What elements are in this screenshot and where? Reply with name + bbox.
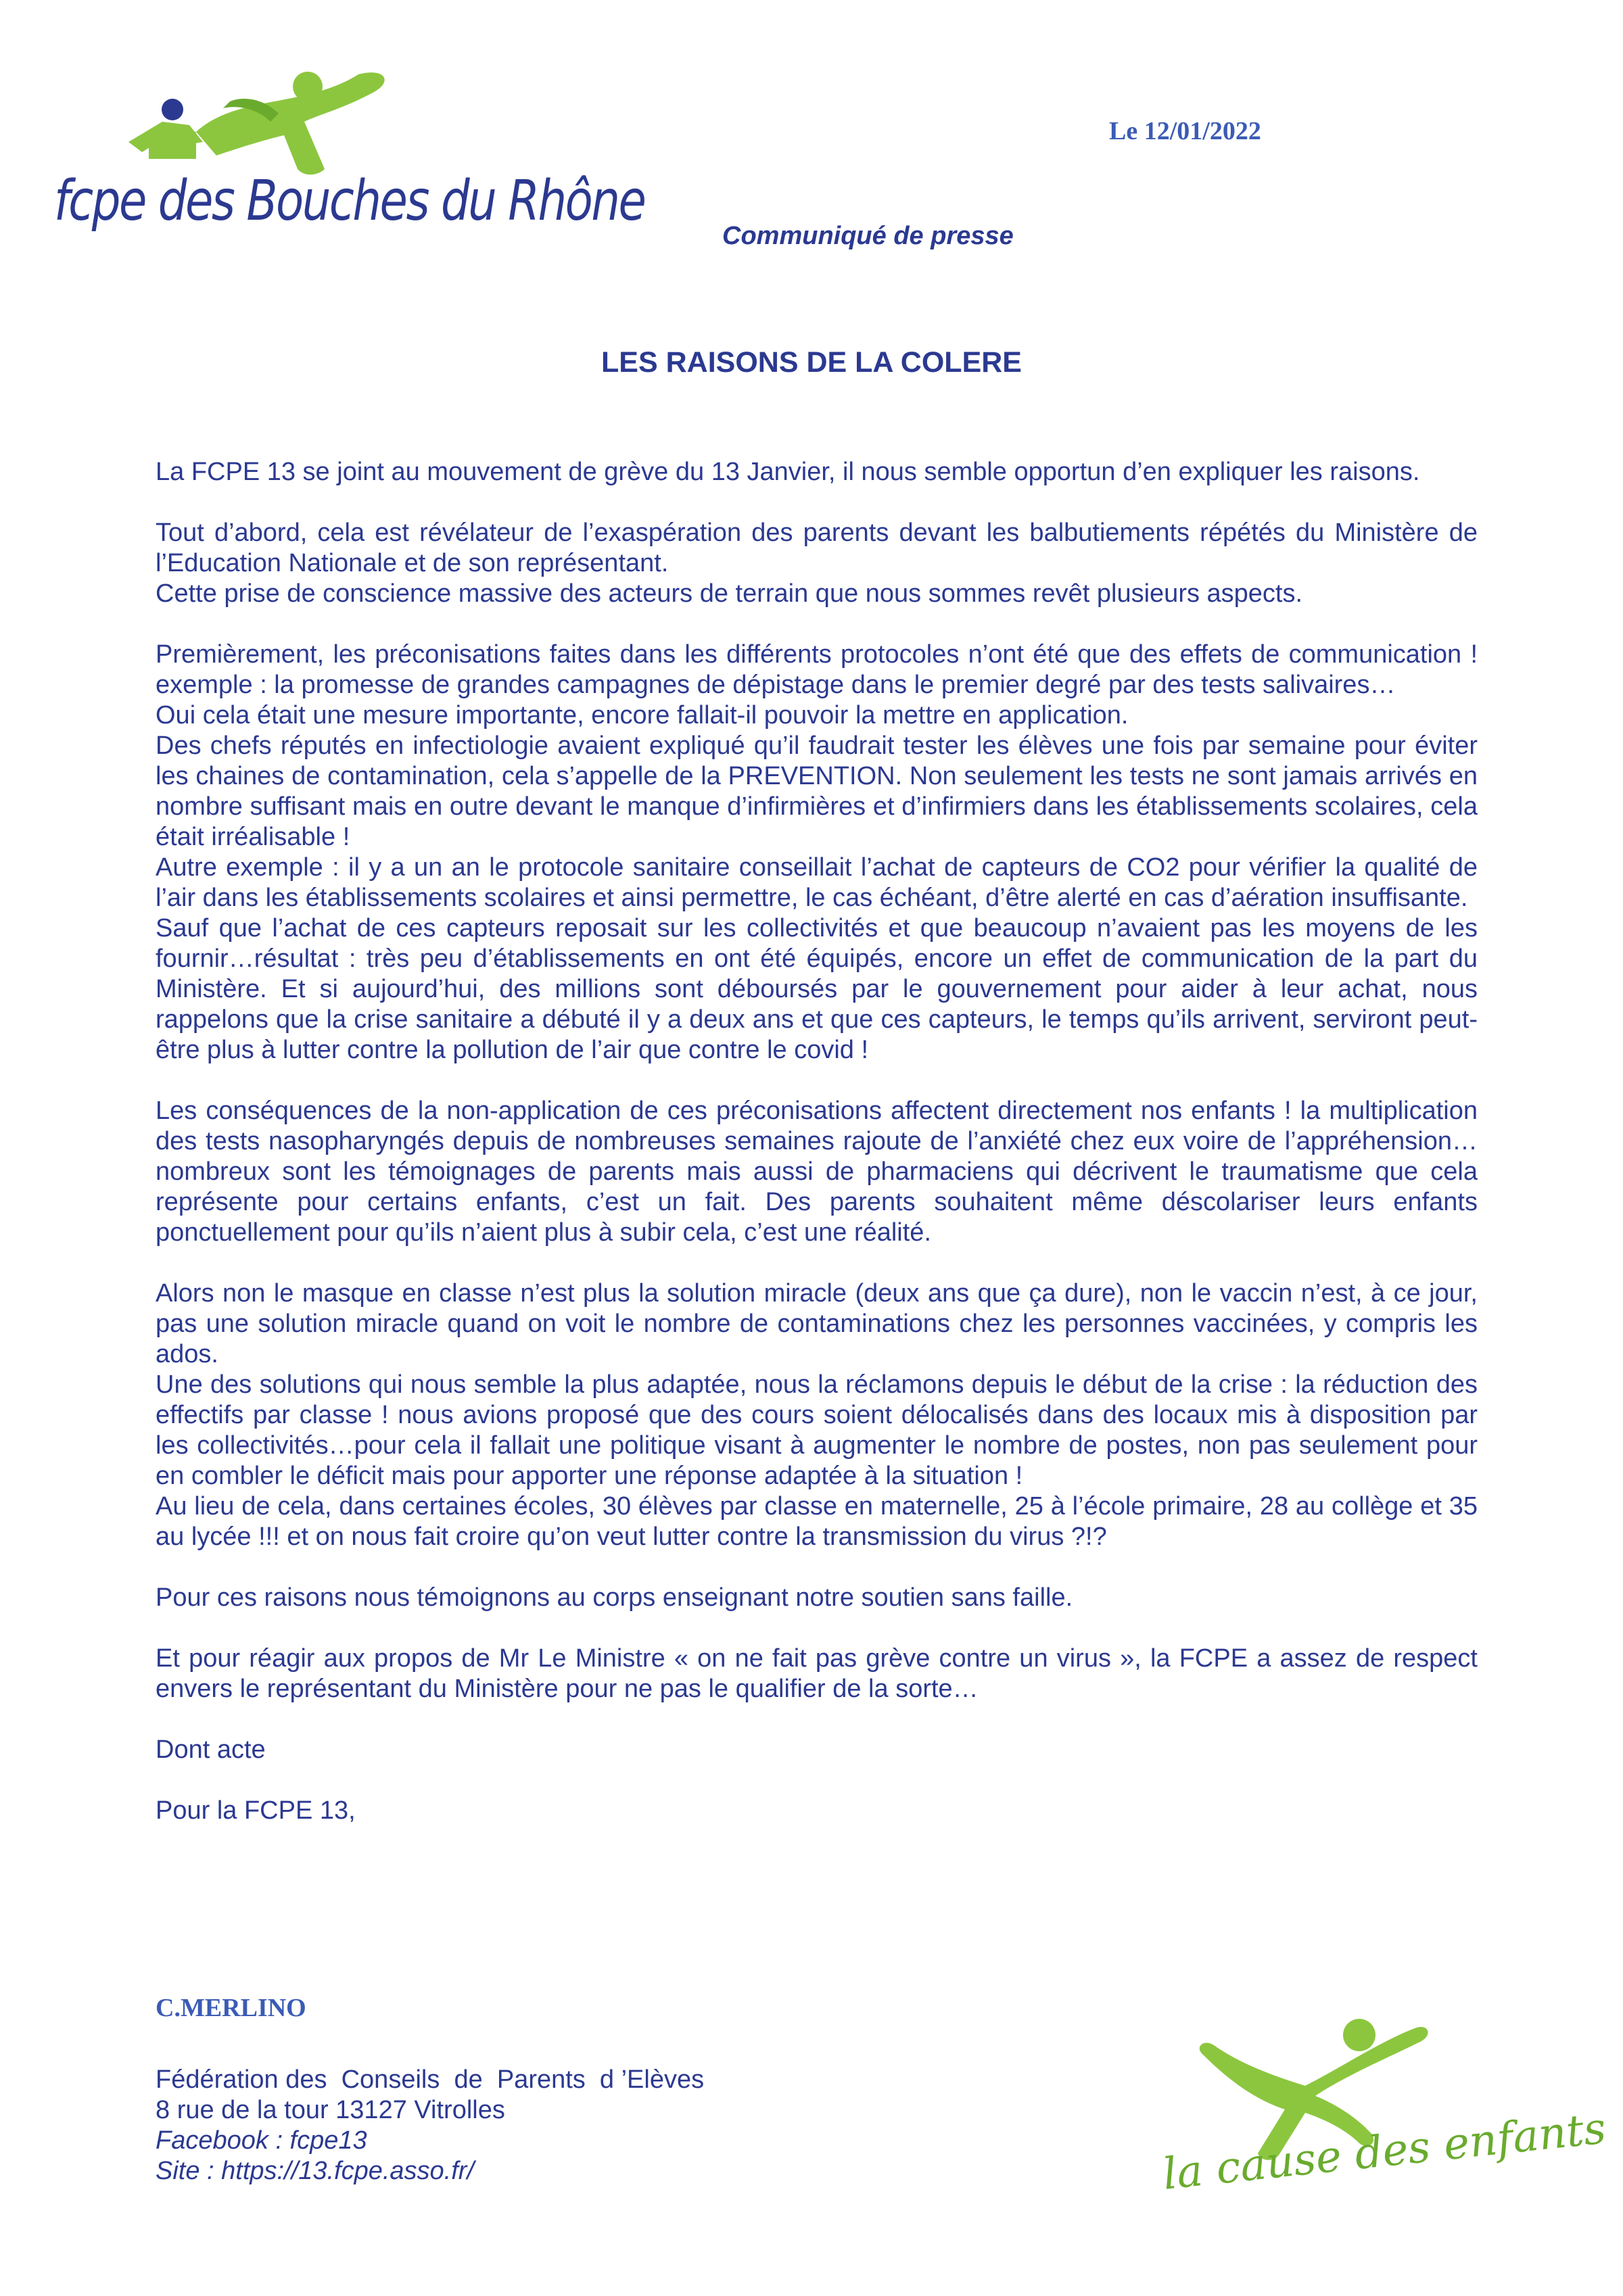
press-release-label: Communiqué de presse	[722, 222, 1014, 250]
paragraph: Premièrement, les préconisations faites dans les différents protocoles n’ont été que des effets de communication ! exemple : la promesse de grandes campagnes de dépistage dans le premier degré par des tests salivaires… Oui cela était une mesure importante, encore fallait-il pouvoir la mettre en application. Des chefs réputés en infectiologie avaient expliqué qu’il faudrait tester les élèves une fois par semaine pour éviter les chaines de contamination, cela s’appelle de la PREVENTION. Non seulement les tests ne sont jamais arrivés en nombre suffisant mais en outre devant le manque d’infirmières et d’infirmiers dans les établissements scolaires, cela était irréalisable ! Autre exemple : il y a un an le protocole sanitaire conseillait l’achat de capteurs de CO2 pour vérifier la qualité de l’air dans les établissements scolaires et ainsi permettre, le cas échéant, d’être alerté en cas d’aération insuffisante. Sauf que l’achat de ces capteurs reposait sur les collectivités et que beaucoup n’avaient pas les moyens de les fournir…résultat : très peu d’établissements en ont été équipés, encore un effet de communication de la part du Ministère. Et si aujourd’hui, des millions sont déboursés par le gouvernement pour aider à leur achat, nous rappelons que la crise sanitaire a débuté il y a deux ans et que ces capteurs, le temps qu’ils arrivent, serviront peut-être plus à lutter contre la pollution de l’air que contre le covid !	[156, 640, 1478, 1064]
paragraph: La FCPE 13 se joint au mouvement de grève du 13 Janvier, il nous semble opportun d’en expliquer les raisons.	[156, 458, 1420, 486]
facebook-link[interactable]: Facebook : fcpe13	[156, 2126, 367, 2155]
paragraph: Et pour réagir aux propos de Mr Le Ministre « on ne fait pas grève contre un virus », la FCPE a assez de respect envers le représentant du Ministère pour ne pas le qualifier de la sorte…	[156, 1644, 1478, 1703]
date: Le 12/01/2022	[1109, 117, 1261, 145]
address: 8 rue de la tour 13127 Vitrolles	[156, 2096, 505, 2124]
body-text	[156, 457, 1478, 1857]
logo-text: fcpe des Bouches du Rhône	[54, 169, 645, 233]
fcpe-logo	[47, 68, 645, 243]
paragraph: Tout d’abord, cela est révélateur de l’exaspération des parents devant les balbutiements répétés du Ministère de l’Education Nationale et de son représentant. Cette prise de conscience massive des acteurs de terrain que nous sommes revêt plusieurs aspects.	[156, 519, 1478, 608]
website-link[interactable]: Site : https://13.fcpe.asso.fr/	[156, 2157, 475, 2185]
logo-figure-icon	[101, 68, 399, 183]
signature: C.MERLINO	[156, 1994, 306, 2022]
slogan-logo	[1123, 2008, 1609, 2238]
footer-contact	[156, 2065, 704, 2186]
slogan: la cause des enfants	[1160, 2103, 1609, 2200]
paragraph: Pour ces raisons nous témoignons au corps enseignant notre soutien sans faille.	[156, 1583, 1073, 1612]
paragraph: Dont acte	[156, 1736, 266, 1764]
paragraph: Pour la FCPE 13,	[156, 1796, 356, 1825]
org-name: Fédération des Conseils de Parents d ’Elèves	[156, 2065, 705, 2094]
paragraph: Alors non le masque en classe n’est plus la solution miracle (deux ans que ça dure), non le vaccin n’est, à ce jour, pas une solution miracle quand on voit le nombre de contaminations chez les personnes vaccinées, y compris les ados. Une des solutions qui nous semble la plus adaptée, nous la réclamons depuis le début de la crise : la réduction des effectifs par classe ! nous avions proposé que des cours soient délocalisés dans des locaux mis à disposition par les collectivités…pour cela il fallait une politique visant à augmenter le nombre de postes, non pas seulement pour en combler le déficit mais pour apporter une réponse adaptée à la situation ! Au lieu de cela, dans certaines écoles, 30 élèves par classe en maternelle, 25 à l’école primaire, 28 au collège et 35 au lycée !!! et on nous fait croire qu’on veut lutter contre la transmission du virus ?!?	[156, 1279, 1478, 1551]
page-title: LES RAISONS DE LA COLERE	[601, 346, 1022, 379]
paragraph: Les conséquences de la non-application de ces préconisations affectent directement nos enfants ! la multiplication des tests nasopharyngés depuis de nombreuses semaines rajoute de l’anxiété chez eux voire de l’appréhension…nombreux sont les témoignages de parents mais aussi de pharmaciens qui décrivent le traumatisme que cela représente pour certains enfants, c’est un fait. Des parents souhaitent même déscolariser leurs enfants ponctuellement pour qu’ils n’aient plus à subir cela, c’est une réalité.	[156, 1097, 1478, 1247]
